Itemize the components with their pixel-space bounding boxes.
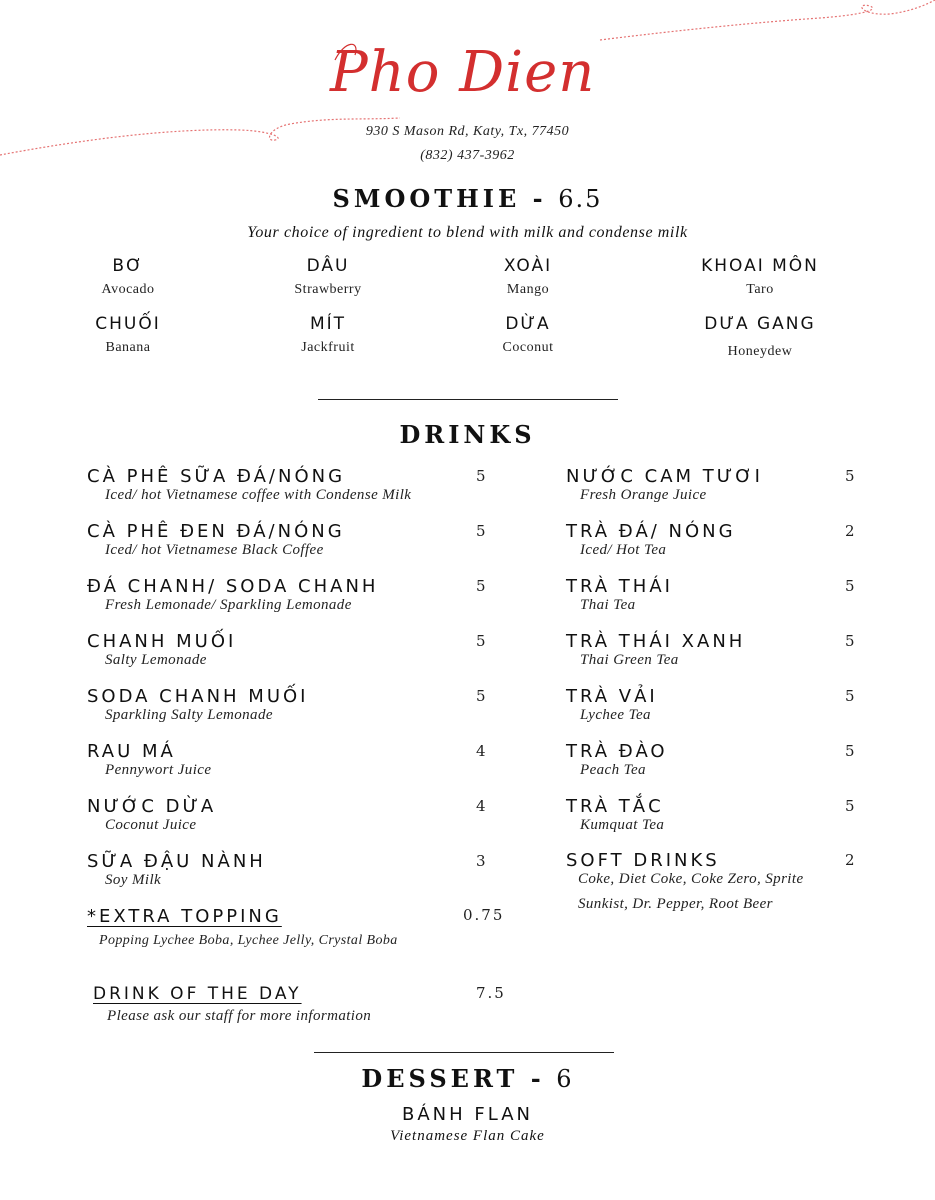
item-description: Coconut Juice <box>105 817 197 833</box>
menu-item <box>566 741 668 779</box>
item-price: 5 <box>845 632 857 650</box>
item-description: Peach Tea <box>580 762 646 778</box>
item-name: CHANH MUỐI <box>87 631 237 652</box>
drinks-heading <box>0 420 935 449</box>
item-description: Please ask our staff for more information <box>107 1008 372 1024</box>
smoothie-item <box>428 314 628 356</box>
item-name: CÀ PHÊ SỮA ĐÁ/NÓNG <box>87 466 346 487</box>
item-price: 5 <box>476 632 488 650</box>
item-price: 4 <box>476 742 488 760</box>
item-name: NƯỚC CAM TƯƠI <box>566 466 763 487</box>
item-name: ĐÁ CHANH/ SODA CHANH <box>87 576 379 597</box>
item-price: 5 <box>845 687 857 705</box>
smoothie-item-name: DƯA GANG <box>704 314 816 334</box>
item-price: 5 <box>476 467 488 485</box>
dessert-item-name: BÁNH FLAN <box>402 1104 533 1125</box>
menu-item <box>566 796 664 834</box>
menu-item <box>566 686 658 724</box>
item-name: TRÀ ĐÁ/ NÓNG <box>566 521 736 542</box>
item-description: Iced/ hot Vietnamese Black Coffee <box>105 542 324 558</box>
item-name: TRÀ THÁI <box>566 576 673 597</box>
menu-item <box>566 466 763 504</box>
item-description: Popping Lychee Boba, Lychee Jelly, Crystal Boba <box>99 933 398 948</box>
item-description: Kumquat Tea <box>580 817 665 833</box>
item-name: SODA CHANH MUỐI <box>87 686 309 707</box>
item-price: 5 <box>845 742 857 760</box>
address: 930 S Mason Rd, Katy, Tx, 77450 <box>365 124 570 139</box>
smoothie-item-english: Mango <box>506 282 550 297</box>
smoothie-heading <box>0 184 935 213</box>
smoothie-price: 6.5 <box>558 185 603 213</box>
smoothie-item <box>428 256 628 298</box>
smoothie-item <box>28 256 228 298</box>
menu-item <box>87 631 236 669</box>
menu-item <box>87 851 266 889</box>
drinks-title: DRINKS <box>399 420 536 449</box>
menu-item <box>87 466 411 504</box>
menu-item <box>87 741 211 779</box>
item-name: DRINK OF THE DAY <box>93 984 302 1004</box>
item-description: Thai Green Tea <box>580 652 679 668</box>
item-price: 5 <box>476 522 488 540</box>
smoothie-item <box>28 314 228 356</box>
smoothie-item-name: KHOAI MÔN <box>701 256 819 276</box>
menu-item-soft-drinks <box>566 850 804 913</box>
smoothie-item <box>660 256 860 298</box>
item-price: 0.75 <box>463 906 505 924</box>
smoothie-item-english: Banana <box>105 340 151 355</box>
item-price: 5 <box>845 577 857 595</box>
phone-number: (832) 437-3962 <box>420 148 515 163</box>
smoothie-item-name: DÂU <box>306 256 350 276</box>
smoothie-item <box>660 314 860 360</box>
menu-item <box>566 521 736 559</box>
smoothie-item-english: Coconut <box>502 340 554 355</box>
menu-item <box>87 521 345 559</box>
item-name: TRÀ VẢI <box>566 686 658 707</box>
item-name: RAU MÁ <box>87 741 176 762</box>
smoothie-subtitle: Your choice of ingredient to blend with milk and condense milk <box>247 224 688 241</box>
smoothie-item-english: Avocado <box>101 282 155 297</box>
dessert-title: DESSERT - <box>361 1064 545 1093</box>
restaurant-logo: Pho Dien <box>330 40 596 105</box>
smoothie-item <box>228 314 428 356</box>
item-name: *EXTRA TOPPING <box>87 906 282 927</box>
menu-item <box>566 576 673 614</box>
item-name: NƯỚC DỪA <box>87 796 217 817</box>
item-price: 4 <box>476 797 488 815</box>
smoothie-item-name: XOÀI <box>503 256 553 276</box>
item-description: Coke, Diet Coke, Coke Zero, Sprite <box>578 871 804 887</box>
smoothie-item-name: DỪA <box>505 314 551 334</box>
item-price: 5 <box>845 797 857 815</box>
smoothie-item-english: Honeydew <box>727 344 793 359</box>
item-price: 5 <box>476 577 488 595</box>
smoothie-item-english: Strawberry <box>294 282 362 297</box>
item-price: 7.5 <box>476 984 506 1002</box>
menu-item-extra-topping <box>87 906 398 949</box>
smoothie-item-name: CHUỐI <box>95 314 161 334</box>
item-description: Sparkling Salty Lemonade <box>105 707 273 723</box>
item-name: SOFT DRINKS <box>566 850 720 871</box>
divider <box>314 1052 614 1053</box>
item-description: Sunkist, Dr. Pepper, Root Beer <box>578 896 773 912</box>
smoothie-item-name: MÍT <box>309 314 347 334</box>
dessert-heading <box>0 1064 935 1093</box>
item-description: Salty Lemonade <box>105 652 207 668</box>
smoothie-item-name: BƠ <box>112 256 144 276</box>
divider <box>318 399 618 400</box>
item-price: 2 <box>845 851 857 869</box>
item-name: TRÀ THÁI XANH <box>566 631 746 652</box>
smoothie-item-english: Taro <box>746 282 774 297</box>
smoothie-title: SMOOTHIE - <box>332 184 547 213</box>
item-name: TRÀ ĐÀO <box>566 741 668 762</box>
dessert-price: 6 <box>556 1065 574 1093</box>
menu-item <box>87 796 216 834</box>
item-name: CÀ PHÊ ĐEN ĐÁ/NÓNG <box>87 521 345 542</box>
item-description: Fresh Lemonade/ Sparkling Lemonade <box>105 597 352 613</box>
item-description: Iced/ Hot Tea <box>580 542 667 558</box>
dessert-item-description: Vietnamese Flan Cake <box>390 1128 545 1144</box>
item-description: Soy Milk <box>105 872 162 888</box>
item-description: Iced/ hot Vietnamese coffee with Condense Milk <box>105 487 412 503</box>
item-name: TRÀ TẮC <box>566 796 664 817</box>
item-price: 2 <box>845 522 857 540</box>
smoothie-item-english: Jackfruit <box>301 340 355 355</box>
menu-item <box>87 686 309 724</box>
item-price: 5 <box>845 467 857 485</box>
item-description: Fresh Orange Juice <box>580 487 707 503</box>
item-description: Thai Tea <box>580 597 636 613</box>
item-description: Pennywort Juice <box>105 762 212 778</box>
item-price: 3 <box>476 852 488 870</box>
menu-item <box>87 576 378 614</box>
smoothie-item <box>228 256 428 298</box>
item-price: 5 <box>476 687 488 705</box>
menu-item-drink-of-the-day <box>93 984 371 1025</box>
item-description: Lychee Tea <box>580 707 651 723</box>
menu-item <box>566 631 745 669</box>
item-name: SỮA ĐẬU NÀNH <box>87 851 266 872</box>
